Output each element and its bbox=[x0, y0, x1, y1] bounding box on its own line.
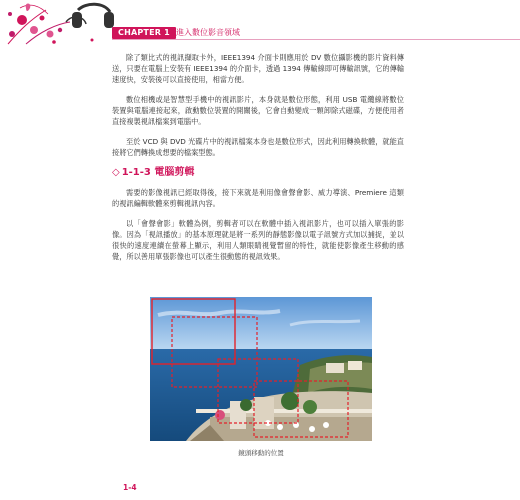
figure-image bbox=[150, 297, 372, 441]
camera-movement-photo bbox=[150, 297, 372, 441]
chapter-title: 進入數位影音領域 bbox=[176, 28, 240, 37]
chapter-badge: CHAPTER 1 bbox=[112, 27, 176, 39]
section-title: 電腦剪輯 bbox=[154, 167, 195, 178]
section-bullet: ◇ bbox=[112, 167, 120, 178]
paragraph: 以「會聲會影」軟體為例，剪輯者可以在軟體中插入視訊影片，也可以插入單張的影像。因為「視訊播放」的基本原理就是將一系列的靜態影像以電子訊號方式加以捕捉，並以很快的速度連續在螢幕上顯示，利用人類眼睛視覺暫留的特性，就能使影像產生移動的感覺，所以善用單張影像也可以產生很動態的視訊效果。 bbox=[112, 219, 404, 261]
paragraph: 除了類比式的視訊擷取卡外，IEEE1394 介面卡則應用於 DV 數位攝影機的影片資料傳送，只要在電腦上安裝有 IEEE1394 的介面卡，透過 1394 傳輸線即可傳輸訊號，它的傳輸速度快，安裝後可以直接使用，相當方便。 bbox=[112, 53, 404, 84]
section-heading bbox=[112, 167, 404, 179]
page-header bbox=[0, 0, 520, 46]
figure-caption: 鏡頭移動的位置 bbox=[238, 449, 284, 457]
paragraph: 至於 VCD 與 DVD 光碟片中的視訊檔案本身也是數位形式，因此利用轉換軟體，就能直接將它們轉換成想要的檔案型態。 bbox=[112, 137, 404, 157]
paragraph: 數位相機或是智慧型手機中的視訊影片，本身就是數位形態，利用 USB 電纜線將數位裝置與電腦連接起來，啟動數位裝置的開關後，它會自動變成一顆卸除式磁碟，方便使用者直接複製視訊檔案到電腦中。 bbox=[112, 95, 404, 126]
body-text bbox=[112, 52, 404, 271]
header-divider bbox=[112, 39, 520, 40]
page-number: 1-4 bbox=[123, 483, 137, 492]
section-number: 1-1-3 bbox=[121, 167, 151, 178]
paragraph: 需要的影像視訊已經取得後，接下來就是利用像會聲會影、威力導演、Premiere 這類的視訊編輯軟體來剪輯視訊內容。 bbox=[112, 188, 404, 208]
